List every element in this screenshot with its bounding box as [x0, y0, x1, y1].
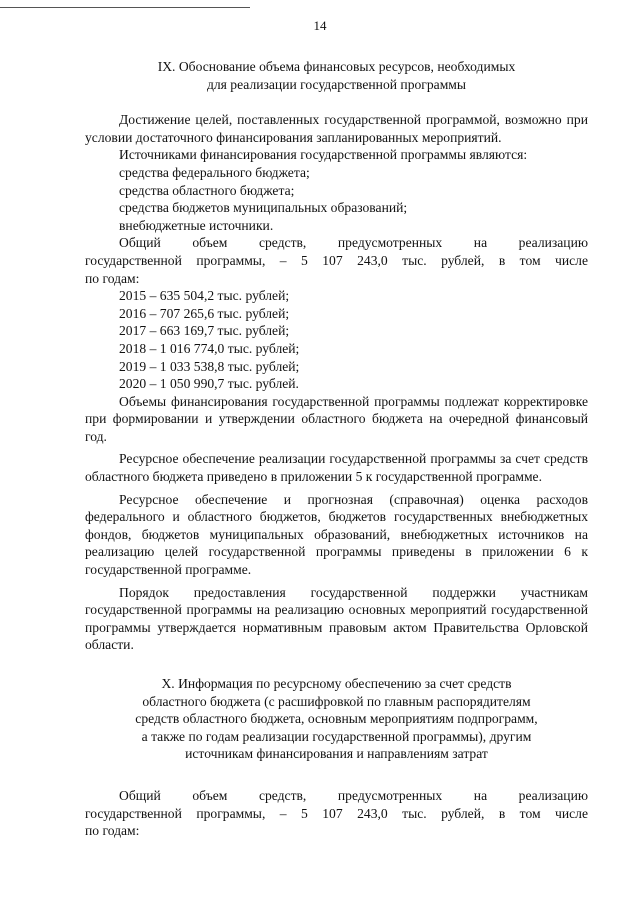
total-funding-line: по годам: — [85, 270, 140, 286]
section-x-total-line: по годам: — [85, 823, 140, 839]
section-x-total-line: Общий объем средств, предусмотренных на реализацию — [119, 787, 588, 803]
funding-source-item: внебюджетные источники. — [119, 217, 274, 233]
section-x-total-line: государственной программы, – 5 107 243,0 тыс. рублей, в том числе — [85, 805, 588, 821]
total-funding-line: государственной программы, – 5 107 243,0 тыс. рублей, в том числе — [85, 252, 588, 268]
section-x-title-line: областного бюджета (с расшифровкой по главным распорядителям — [142, 693, 531, 709]
year-funding-item: 2015 – 635 504,2 тыс. рублей; — [119, 288, 290, 304]
forecast-estimate-paragraph: Ресурсное обеспечение и прогнозная (справочная) оценка расходов федерального и областного бюджетов, бюджетов государственных внебюджетных фондов, бюджетов муниципальных образований, внебюджетных источников на реализацию целей государственной программы приведены в приложении 6 к государственной программе. — [85, 491, 588, 578]
year-funding-item: 2016 – 707 265,6 тыс. рублей; — [119, 305, 290, 321]
year-funding-item: 2018 – 1 016 774,0 тыс. рублей; — [119, 340, 300, 356]
section-x-heading — [85, 675, 588, 763]
total-funding-line: Общий объем средств, предусмотренных на реализацию — [119, 235, 588, 251]
support-order-paragraph: Порядок предоставления государственной поддержки участникам государственной программы на реализацию основных мероприятий государственной программы утверждается нормативным правовым актом Правительства Орловской области. — [85, 584, 588, 653]
section-x-title-line: средств областного бюджета, основным мероприятиям подпрограмм, — [135, 711, 538, 727]
section-x-title-line: X. Информация по ресурсному обеспечению за счет средств — [161, 676, 512, 691]
year-funding-item: 2019 – 1 033 538,8 тыс. рублей; — [119, 358, 300, 374]
section-ix-heading — [85, 58, 588, 93]
section-ix-intro: Достижение целей, поставленных государственной программой, возможно при условии достаточного финансирования запланированных мероприятий. — [85, 112, 588, 145]
document-body — [85, 58, 588, 840]
year-funding-item: 2017 – 663 169,7 тыс. рублей; — [119, 323, 290, 339]
funding-volumes-paragraph: Объемы финансирования государственной программы подлежат корректировке при формировании и утверждении областного бюджета на очередной финансовый год. — [85, 393, 588, 444]
section-ix-title-line: IX. Обоснование объема финансовых ресурсов, необходимых — [157, 59, 516, 74]
section-x-title-line: а также по годам реализации государственной программы), другим — [141, 728, 532, 744]
section-ix-title-line: для реализации государственной программы — [206, 76, 467, 92]
funding-source-item: средства бюджетов муниципальных образований; — [119, 200, 408, 216]
page-number: 14 — [313, 18, 327, 33]
funding-sources-intro: Источниками финансирования государственной программы являются: — [119, 147, 528, 163]
funding-source-item: средства федерального бюджета; — [119, 164, 310, 180]
funding-source-item: средства областного бюджета; — [119, 182, 295, 198]
resource-support-paragraph: Ресурсное обеспечение реализации государственной программы за счет средств областного бюджета приведено в приложении 5 к государственной программе. — [85, 451, 588, 485]
scan-artifact-line — [0, 7, 250, 8]
section-x-title-line: источникам финансирования и направлениям затрат — [185, 746, 488, 762]
year-funding-item: 2020 – 1 050 990,7 тыс. рублей. — [119, 376, 299, 392]
